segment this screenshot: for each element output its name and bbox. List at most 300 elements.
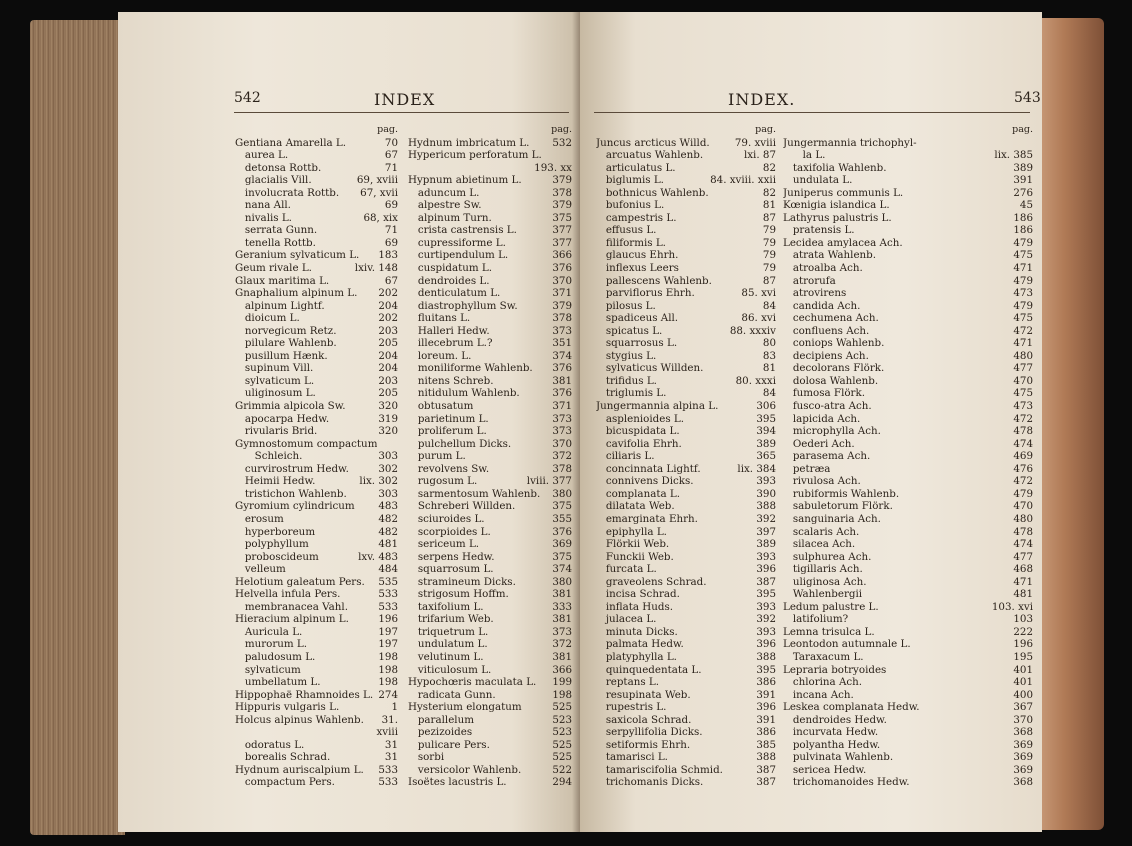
entry-name: taxifolium L. bbox=[408, 600, 484, 613]
entry-name: crista castrensis L. bbox=[408, 224, 517, 237]
index-entry bbox=[235, 187, 398, 200]
entry-pages: 387 bbox=[756, 776, 776, 789]
index-entry bbox=[596, 751, 776, 764]
entry-pages: 186 bbox=[1013, 211, 1033, 224]
index-entry bbox=[235, 149, 398, 162]
entry-name: proboscideum bbox=[235, 550, 319, 563]
entry-pages: 476 bbox=[1013, 462, 1033, 475]
index-entry bbox=[408, 626, 572, 639]
entry-pages: 88. xxxiv bbox=[729, 324, 776, 337]
entry-name: serrata Gunn. bbox=[235, 224, 318, 237]
index-entry bbox=[408, 300, 572, 313]
entry-pages: 79 bbox=[762, 236, 776, 249]
index-entry bbox=[408, 463, 572, 476]
entry-pages: 394 bbox=[756, 425, 776, 438]
entry-pages: 366 bbox=[552, 663, 572, 676]
entry-name: Lemna trisulca L. bbox=[783, 625, 875, 638]
entry-name: murorum L. bbox=[235, 638, 308, 651]
entry-name: emarginata Ehrh. bbox=[596, 512, 698, 525]
entry-name: scorpioides L. bbox=[408, 525, 491, 538]
entry-pages: 367 bbox=[1013, 701, 1033, 714]
entry-pages: 274 bbox=[378, 688, 398, 701]
entry-name: velleum bbox=[235, 563, 286, 576]
index-entry bbox=[596, 450, 776, 463]
entry-pages: 473 bbox=[1013, 400, 1033, 413]
index-entry bbox=[235, 362, 398, 375]
index-entry bbox=[783, 413, 1033, 426]
entry-name: Hippuris vulgaris L. bbox=[235, 701, 340, 714]
index-entry bbox=[596, 174, 776, 187]
entry-pages: 375 bbox=[552, 550, 572, 563]
entry-name: loreum. L. bbox=[408, 349, 472, 362]
index-entry bbox=[408, 312, 572, 325]
index-entry bbox=[408, 362, 572, 375]
entry-name: proliferum L. bbox=[408, 425, 487, 438]
entry-name: Hieracium alpinum L. bbox=[235, 613, 349, 626]
index-entry bbox=[408, 563, 572, 576]
index-entry bbox=[783, 463, 1033, 476]
index-entry bbox=[783, 764, 1033, 777]
entry-name: supinum Vill. bbox=[235, 362, 314, 375]
entry-pages: 472 bbox=[1013, 324, 1033, 337]
entry-pages: 474 bbox=[1013, 538, 1033, 551]
index-entry bbox=[783, 576, 1033, 589]
entry-pages: 370 bbox=[1013, 713, 1033, 726]
index-entry bbox=[783, 249, 1033, 262]
entry-name: scalaris Ach. bbox=[783, 525, 860, 538]
entry-name: quinquedentata L. bbox=[596, 663, 702, 676]
entry-name: Geranium sylvaticum L. bbox=[235, 249, 360, 262]
index-entry bbox=[596, 237, 776, 250]
entry-name: purum L. bbox=[408, 450, 466, 463]
index-entry bbox=[596, 776, 776, 789]
index-entry bbox=[408, 588, 572, 601]
entry-name: bothnicus Wahlenb. bbox=[596, 186, 709, 199]
index-entry bbox=[783, 300, 1033, 313]
entry-name: concinnata Lightf. bbox=[596, 462, 701, 475]
index-entry bbox=[783, 337, 1033, 350]
entry-name: pulvinata Wahlenb. bbox=[783, 751, 894, 764]
index-entry bbox=[235, 450, 398, 463]
entry-name: paludosum L. bbox=[235, 650, 316, 663]
entry-name: resupinata Web. bbox=[596, 688, 691, 701]
entry-pages: 377 bbox=[552, 236, 572, 249]
entry-name: revolvens Sw. bbox=[408, 462, 490, 475]
entry-pages: 69 bbox=[384, 199, 398, 212]
entry-name: asplenioides L. bbox=[596, 412, 684, 425]
entry-name: cuspidatum L. bbox=[408, 262, 493, 275]
index-entry bbox=[408, 701, 572, 714]
entry-name: sabuletorum Flörk. bbox=[783, 500, 893, 513]
entry-pages: 365 bbox=[756, 450, 776, 463]
entry-name: Hypnum abietinum L. bbox=[408, 174, 522, 187]
index-entry bbox=[596, 425, 776, 438]
entry-pages: 390 bbox=[756, 487, 776, 500]
entry-pages: 82 bbox=[762, 186, 776, 199]
entry-pages: 196 bbox=[1013, 638, 1033, 651]
entry-name: Hysterium elongatum bbox=[408, 701, 522, 714]
entry-pages: 376 bbox=[552, 387, 572, 400]
entry-pages: 391 bbox=[756, 688, 776, 701]
entry-name: sylvaticum bbox=[235, 663, 301, 676]
entry-pages: 374 bbox=[552, 349, 572, 362]
entry-name: uliginosa Ach. bbox=[783, 575, 867, 588]
entry-pages: 87 bbox=[762, 274, 776, 287]
entry-pages: 474 bbox=[1013, 437, 1033, 450]
entry-pages: 204 bbox=[378, 362, 398, 375]
entry-name: alpestre Sw. bbox=[408, 199, 482, 212]
entry-name: saxicola Schrad. bbox=[596, 713, 692, 726]
entry-name: petræa bbox=[783, 462, 831, 475]
entry-pages: 533 bbox=[378, 763, 398, 776]
entry-name: radicata Gunn. bbox=[408, 688, 496, 701]
index-entry bbox=[596, 387, 776, 400]
heading-rule bbox=[234, 112, 569, 113]
entry-pages: 373 bbox=[552, 324, 572, 337]
entry-pages: 379 bbox=[552, 199, 572, 212]
index-entry bbox=[783, 475, 1033, 488]
entry-pages: 205 bbox=[378, 387, 398, 400]
entry-name: versicolor Wahlenb. bbox=[408, 763, 522, 776]
entry-pages: 86. xvi bbox=[741, 312, 776, 325]
entry-name: nitidulum Wahlenb. bbox=[408, 387, 520, 400]
entry-pages: 84 bbox=[762, 299, 776, 312]
index-entry bbox=[783, 438, 1033, 451]
index-entry bbox=[235, 500, 398, 513]
index-entry bbox=[596, 325, 776, 338]
entry-pages: 368 bbox=[1013, 726, 1033, 739]
index-entry bbox=[235, 300, 398, 313]
index-entry bbox=[783, 275, 1033, 288]
index-entry bbox=[408, 337, 572, 350]
index-entry bbox=[408, 287, 572, 300]
index-entry bbox=[235, 764, 398, 777]
entry-pages: 70 bbox=[384, 136, 398, 149]
index-entry bbox=[408, 375, 572, 388]
index-entry bbox=[783, 224, 1033, 237]
index-entry bbox=[235, 475, 398, 488]
entry-name: curvirostrum Hedw. bbox=[235, 462, 349, 475]
entry-name: arcuatus Wahlenb. bbox=[596, 149, 704, 162]
index-entry bbox=[596, 638, 776, 651]
entry-name: sorbi bbox=[408, 751, 445, 764]
entry-name: decipiens Ach. bbox=[783, 349, 869, 362]
index-entry bbox=[235, 325, 398, 338]
index-entry bbox=[235, 425, 398, 438]
entry-pages: 479 bbox=[1013, 299, 1033, 312]
entry-pages: lix. 384 bbox=[737, 462, 776, 475]
entry-name: involucrata Rottb. bbox=[235, 186, 340, 199]
index-entry bbox=[783, 689, 1033, 702]
entry-pages: 67 bbox=[384, 149, 398, 162]
entry-name: dioicum L. bbox=[235, 312, 300, 325]
entry-name: rubiformis Wahlenb. bbox=[783, 487, 900, 500]
entry-pages: 379 bbox=[552, 299, 572, 312]
index-entry bbox=[596, 275, 776, 288]
entry-name: triglumis L. bbox=[596, 387, 667, 400]
entry-pages: 81 bbox=[762, 199, 776, 212]
entry-name: confluens Ach. bbox=[783, 324, 870, 337]
entry-name: Halleri Hedw. bbox=[408, 324, 490, 337]
index-entry bbox=[408, 689, 572, 702]
entry-pages: 79. xviii bbox=[734, 136, 776, 149]
entry-name: furcata L. bbox=[596, 563, 657, 576]
entry-pages: 369 bbox=[552, 538, 572, 551]
entry-name: latifolium? bbox=[783, 613, 849, 626]
entry-pages: 45 bbox=[1019, 199, 1033, 212]
entry-pages: 372 bbox=[552, 450, 572, 463]
index-entry bbox=[235, 275, 398, 288]
entry-pages: 478 bbox=[1013, 425, 1033, 438]
entry-pages: 396 bbox=[756, 563, 776, 576]
entry-pages: 393 bbox=[756, 475, 776, 488]
index-entry bbox=[783, 613, 1033, 626]
entry-name: sanguinaria Ach. bbox=[783, 512, 881, 525]
entry-name: sylvaticus Willden. bbox=[596, 362, 704, 375]
index-entry bbox=[596, 400, 776, 413]
entry-name: stramineum Dicks. bbox=[408, 575, 516, 588]
entry-name: trichomanoides Hedw. bbox=[783, 776, 910, 789]
entry-name: atrovirens bbox=[783, 287, 847, 300]
entry-pages: lix. 385 bbox=[994, 149, 1033, 162]
index-entry bbox=[783, 664, 1033, 677]
page-heading: INDEX. bbox=[728, 90, 796, 109]
index-entry bbox=[235, 438, 398, 451]
index-entry bbox=[783, 726, 1033, 739]
entry-name: incisa Schrad. bbox=[596, 588, 680, 601]
entry-name: sulphurea Ach. bbox=[783, 550, 872, 563]
entry-pages: 333 bbox=[552, 600, 572, 613]
entry-name: undulata L. bbox=[783, 174, 853, 187]
right-page bbox=[580, 12, 1042, 832]
entry-name: viticulosum L. bbox=[408, 663, 492, 676]
index-entry bbox=[596, 526, 776, 539]
entry-name: Jungermannia trichophyl- bbox=[783, 136, 917, 149]
entry-name: microphylla Ach. bbox=[783, 425, 881, 438]
entry-pages: 366 bbox=[552, 249, 572, 262]
index-entry bbox=[408, 676, 572, 689]
entry-name: Juniperus communis L. bbox=[783, 186, 904, 199]
index-entry bbox=[408, 237, 572, 250]
entry-name: la L. bbox=[783, 149, 826, 162]
entry-pages: 391 bbox=[756, 713, 776, 726]
entry-name: tigillaris Ach. bbox=[783, 563, 863, 576]
entry-pages: 103 bbox=[1013, 613, 1033, 626]
pag-label: pag. bbox=[755, 124, 776, 135]
entry-pages: 81 bbox=[762, 362, 776, 375]
index-entry bbox=[596, 463, 776, 476]
index-entry bbox=[596, 664, 776, 677]
entry-pages: 480 bbox=[1013, 349, 1033, 362]
index-entry bbox=[596, 726, 776, 739]
entry-name: ciliaris L. bbox=[596, 450, 655, 463]
entry-pages: 68, xix bbox=[363, 211, 398, 224]
entry-pages: 385 bbox=[756, 738, 776, 751]
entry-pages: 294 bbox=[552, 776, 572, 789]
entry-pages: 475 bbox=[1013, 249, 1033, 262]
entry-pages: 79 bbox=[762, 262, 776, 275]
entry-pages: 193. xx bbox=[534, 161, 572, 174]
entry-name: pulicare Pers. bbox=[408, 738, 490, 751]
entry-name: Wahlenbergii bbox=[783, 588, 863, 601]
entry-name: erosum bbox=[235, 512, 284, 525]
entry-name: Lecidea amylacea Ach. bbox=[783, 236, 903, 249]
entry-name: pratensis L. bbox=[783, 224, 855, 237]
index-entry bbox=[596, 563, 776, 576]
entry-name: Lepraria botryoides bbox=[783, 663, 887, 676]
index-entry bbox=[408, 162, 572, 175]
entry-name: tamariscifolia Schmid. bbox=[596, 763, 723, 776]
entry-name: platyphylla L. bbox=[596, 650, 677, 663]
entry-pages: 198 bbox=[552, 688, 572, 701]
entry-pages: 198 bbox=[378, 650, 398, 663]
entry-pages: 31 bbox=[384, 751, 398, 764]
index-entry bbox=[783, 701, 1033, 714]
index-entry bbox=[596, 500, 776, 513]
entry-pages: 320 bbox=[378, 400, 398, 413]
entry-name: sylvaticum L. bbox=[235, 374, 315, 387]
index-entry bbox=[235, 664, 398, 677]
entry-name: bufonius L. bbox=[596, 199, 665, 212]
entry-name: epiphylla L. bbox=[596, 525, 667, 538]
entry-pages: 306 bbox=[756, 400, 776, 413]
index-entry bbox=[235, 212, 398, 225]
entry-pages: 401 bbox=[1013, 676, 1033, 689]
index-entry bbox=[596, 224, 776, 237]
entry-pages: 376 bbox=[552, 262, 572, 275]
entry-name: inflata Huds. bbox=[596, 600, 674, 613]
entry-pages: 375 bbox=[552, 211, 572, 224]
entry-pages: 376 bbox=[552, 362, 572, 375]
entry-pages: 79 bbox=[762, 249, 776, 262]
entry-pages: 380 bbox=[552, 575, 572, 588]
index-entry bbox=[235, 224, 398, 237]
entry-pages: 481 bbox=[378, 538, 398, 551]
entry-name: rivularis Brid. bbox=[235, 425, 318, 438]
index-entry bbox=[783, 162, 1033, 175]
index-entry bbox=[408, 262, 572, 275]
entry-name: bicuspidata L. bbox=[596, 425, 680, 438]
entry-pages: 395 bbox=[756, 412, 776, 425]
entry-name: umbellatum L. bbox=[235, 676, 321, 689]
entry-name: sciuroides L. bbox=[408, 512, 485, 525]
index-entry bbox=[596, 337, 776, 350]
entry-name: obtusatum bbox=[408, 400, 474, 413]
entry-pages: 471 bbox=[1013, 337, 1033, 350]
entry-name: pallescens Wahlenb. bbox=[596, 274, 712, 287]
page-number: 543 bbox=[1014, 90, 1041, 106]
entry-pages: 387 bbox=[756, 575, 776, 588]
index-entry bbox=[235, 588, 398, 601]
entry-name: serpyllifolia Dicks. bbox=[596, 726, 703, 739]
entry-name: cechumena Ach. bbox=[783, 312, 879, 325]
entry-pages: 84 bbox=[762, 387, 776, 400]
index-entry bbox=[783, 262, 1033, 275]
entry-pages: 472 bbox=[1013, 412, 1033, 425]
entry-name: spadiceus All. bbox=[596, 312, 679, 325]
entry-name: campestris L. bbox=[596, 211, 677, 224]
entry-name: Heimii Hedw. bbox=[235, 475, 316, 488]
index-column bbox=[783, 124, 1033, 789]
entry-pages: 378 bbox=[552, 186, 572, 199]
index-entry bbox=[596, 651, 776, 664]
index-entry bbox=[235, 638, 398, 651]
entry-name: graveolens Schrad. bbox=[596, 575, 707, 588]
index-entry bbox=[596, 187, 776, 200]
entry-name: fumosa Flörk. bbox=[783, 387, 865, 400]
index-entry bbox=[596, 676, 776, 689]
entry-pages: 469 bbox=[1013, 450, 1033, 463]
entry-name: uliginosum L. bbox=[235, 387, 316, 400]
entry-pages: 368 bbox=[1013, 776, 1033, 789]
entry-pages: 389 bbox=[756, 538, 776, 551]
index-entry bbox=[408, 601, 572, 614]
entry-pages: 479 bbox=[1013, 274, 1033, 287]
index-entry bbox=[408, 137, 572, 150]
index-entry bbox=[783, 375, 1033, 388]
index-entry bbox=[596, 249, 776, 262]
entry-name: trifidus L. bbox=[596, 374, 657, 387]
index-entry bbox=[596, 576, 776, 589]
entry-pages: 472 bbox=[1013, 475, 1033, 488]
entry-name: glaucus Ehrh. bbox=[596, 249, 679, 262]
entry-name: sericeum L. bbox=[408, 538, 480, 551]
entry-pages: 71 bbox=[384, 224, 398, 237]
index-entry bbox=[408, 224, 572, 237]
entry-name: Hypochœris maculata L. bbox=[408, 676, 537, 689]
entry-pages: 393 bbox=[756, 625, 776, 638]
entry-name: Jungermannia alpina L. bbox=[596, 400, 719, 413]
entry-name: effusus L. bbox=[596, 224, 657, 237]
entry-pages: 522 bbox=[552, 763, 572, 776]
entry-name: silacea Ach. bbox=[783, 538, 856, 551]
index-entry bbox=[596, 375, 776, 388]
entry-name: compactum Pers. bbox=[235, 776, 335, 789]
entry-name: curtipendulum L. bbox=[408, 249, 509, 262]
entry-name: Auricula L. bbox=[235, 625, 303, 638]
entry-pages: 392 bbox=[756, 613, 776, 626]
entry-pages: 379 bbox=[552, 174, 572, 187]
index-entry bbox=[596, 513, 776, 526]
index-entry bbox=[596, 601, 776, 614]
index-entry bbox=[408, 425, 572, 438]
entry-pages: 83 bbox=[762, 349, 776, 362]
entry-pages: 370 bbox=[552, 274, 572, 287]
entry-pages: 69, xviii bbox=[356, 174, 398, 187]
entry-pages: 369 bbox=[1013, 751, 1033, 764]
entry-pages: 69 bbox=[384, 236, 398, 249]
index-entry bbox=[235, 350, 398, 363]
entry-name: squarrosus L. bbox=[596, 337, 678, 350]
entry-name: denticulatum L. bbox=[408, 287, 501, 300]
entry-pages: 475 bbox=[1013, 387, 1033, 400]
index-entry bbox=[235, 751, 398, 764]
index-entry bbox=[235, 576, 398, 589]
entry-pages: lix. 302 bbox=[359, 475, 398, 488]
page-number: 542 bbox=[234, 90, 261, 106]
index-entry bbox=[235, 162, 398, 175]
entry-name: cavifolia Ehrh. bbox=[596, 437, 682, 450]
book-edge-right bbox=[1038, 18, 1104, 830]
entry-name: membranacea Vahl. bbox=[235, 600, 348, 613]
entry-pages: 389 bbox=[1013, 161, 1033, 174]
index-entry bbox=[408, 350, 572, 363]
entry-pages: 67 bbox=[384, 274, 398, 287]
entry-name: atroalba Ach. bbox=[783, 262, 863, 275]
index-entry bbox=[596, 199, 776, 212]
index-entry bbox=[596, 701, 776, 714]
entry-name: diastrophyllum Sw. bbox=[408, 299, 518, 312]
